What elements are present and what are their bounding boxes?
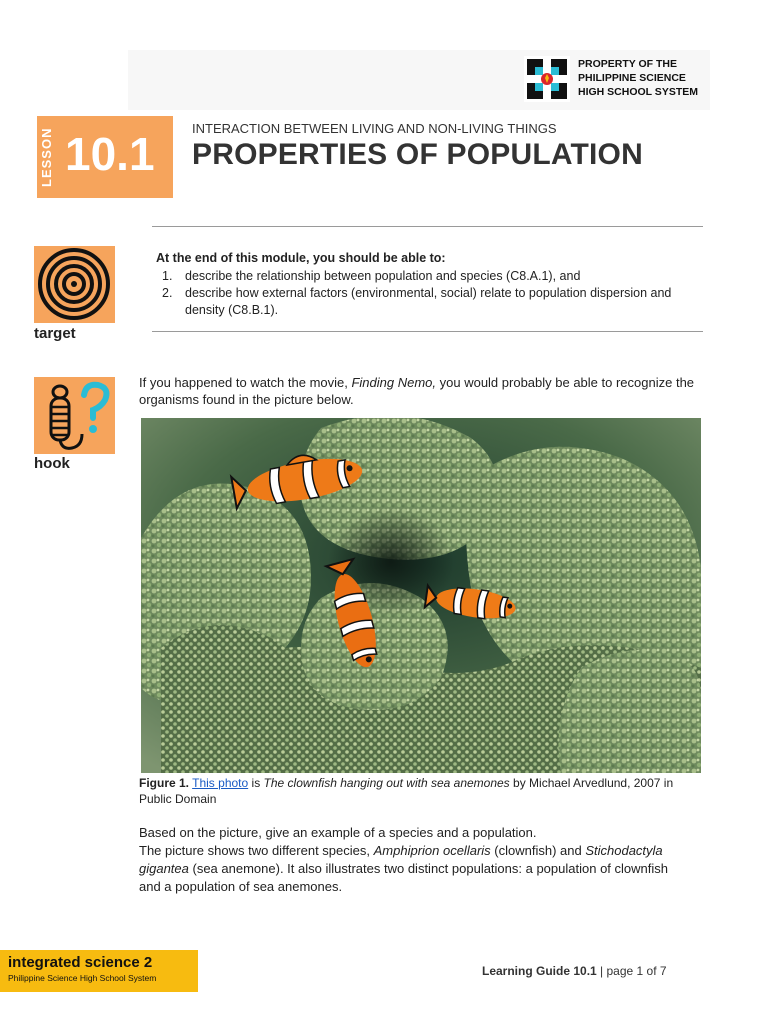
- footer-course-badge: [0, 950, 198, 992]
- list-item: 2. describe how external factors (environmental, social) relate to population dispersion and density (C8.B.1).: [162, 286, 672, 317]
- target-label: target: [34, 325, 76, 342]
- lesson-badge: [37, 116, 173, 198]
- pshs-logo-text: PROPERTY OF THE PHILIPPINE SCIENCE HIGH SCHOOL SYSTEM: [578, 58, 698, 98]
- target-icon: [34, 246, 115, 323]
- target-icon-box: [34, 246, 115, 323]
- pshs-logo-icon: [524, 56, 570, 102]
- lesson-number: 10.1: [65, 128, 155, 180]
- divider-bottom: [152, 331, 703, 332]
- figure-caption: Figure 1. This photo is The clownfish hanging out with sea anemones by Michael Arvedlund, 2007 in Public Domain: [139, 776, 674, 806]
- photo-link[interactable]: This photo: [192, 776, 249, 790]
- objectives-heading: At the end of this module, you should be able to:: [156, 251, 446, 265]
- list-item: 1. describe the relationship between population and species (C8.A.1), and: [162, 269, 581, 283]
- lesson-label: LESSON: [39, 127, 54, 187]
- hook-icon-box: [34, 377, 115, 454]
- discussion-answer: The picture shows two different species, Amphiprion ocellaris (clownfish) and Stichodactyla gigantea (sea anemone). It also illustrates two distinct populations: a population of clownfish and a population of sea anemones.: [139, 843, 668, 894]
- course-title: integrated science 2: [8, 954, 153, 971]
- hook-label: hook: [34, 455, 70, 472]
- rope-question-icon: [34, 377, 115, 454]
- clownfish-photo: [141, 418, 701, 773]
- discussion-question: Based on the picture, give an example of a species and a population.: [139, 825, 537, 840]
- page-indicator: Learning Guide 10.1 | page 1 of 7: [482, 964, 667, 978]
- lesson-subtitle: INTERACTION BETWEEN LIVING AND NON-LIVING THINGS: [192, 121, 557, 136]
- clownfish-anemone-image: [141, 418, 701, 773]
- objectives-list: [162, 268, 702, 319]
- divider-top: [152, 226, 703, 227]
- hook-intro: If you happened to watch the movie, Finding Nemo, you would probably be able to recognize the organisms found in the picture below.: [139, 375, 695, 407]
- page-title: PROPERTIES OF POPULATION: [192, 138, 643, 171]
- school-name: Philippine Science High School System: [8, 973, 157, 983]
